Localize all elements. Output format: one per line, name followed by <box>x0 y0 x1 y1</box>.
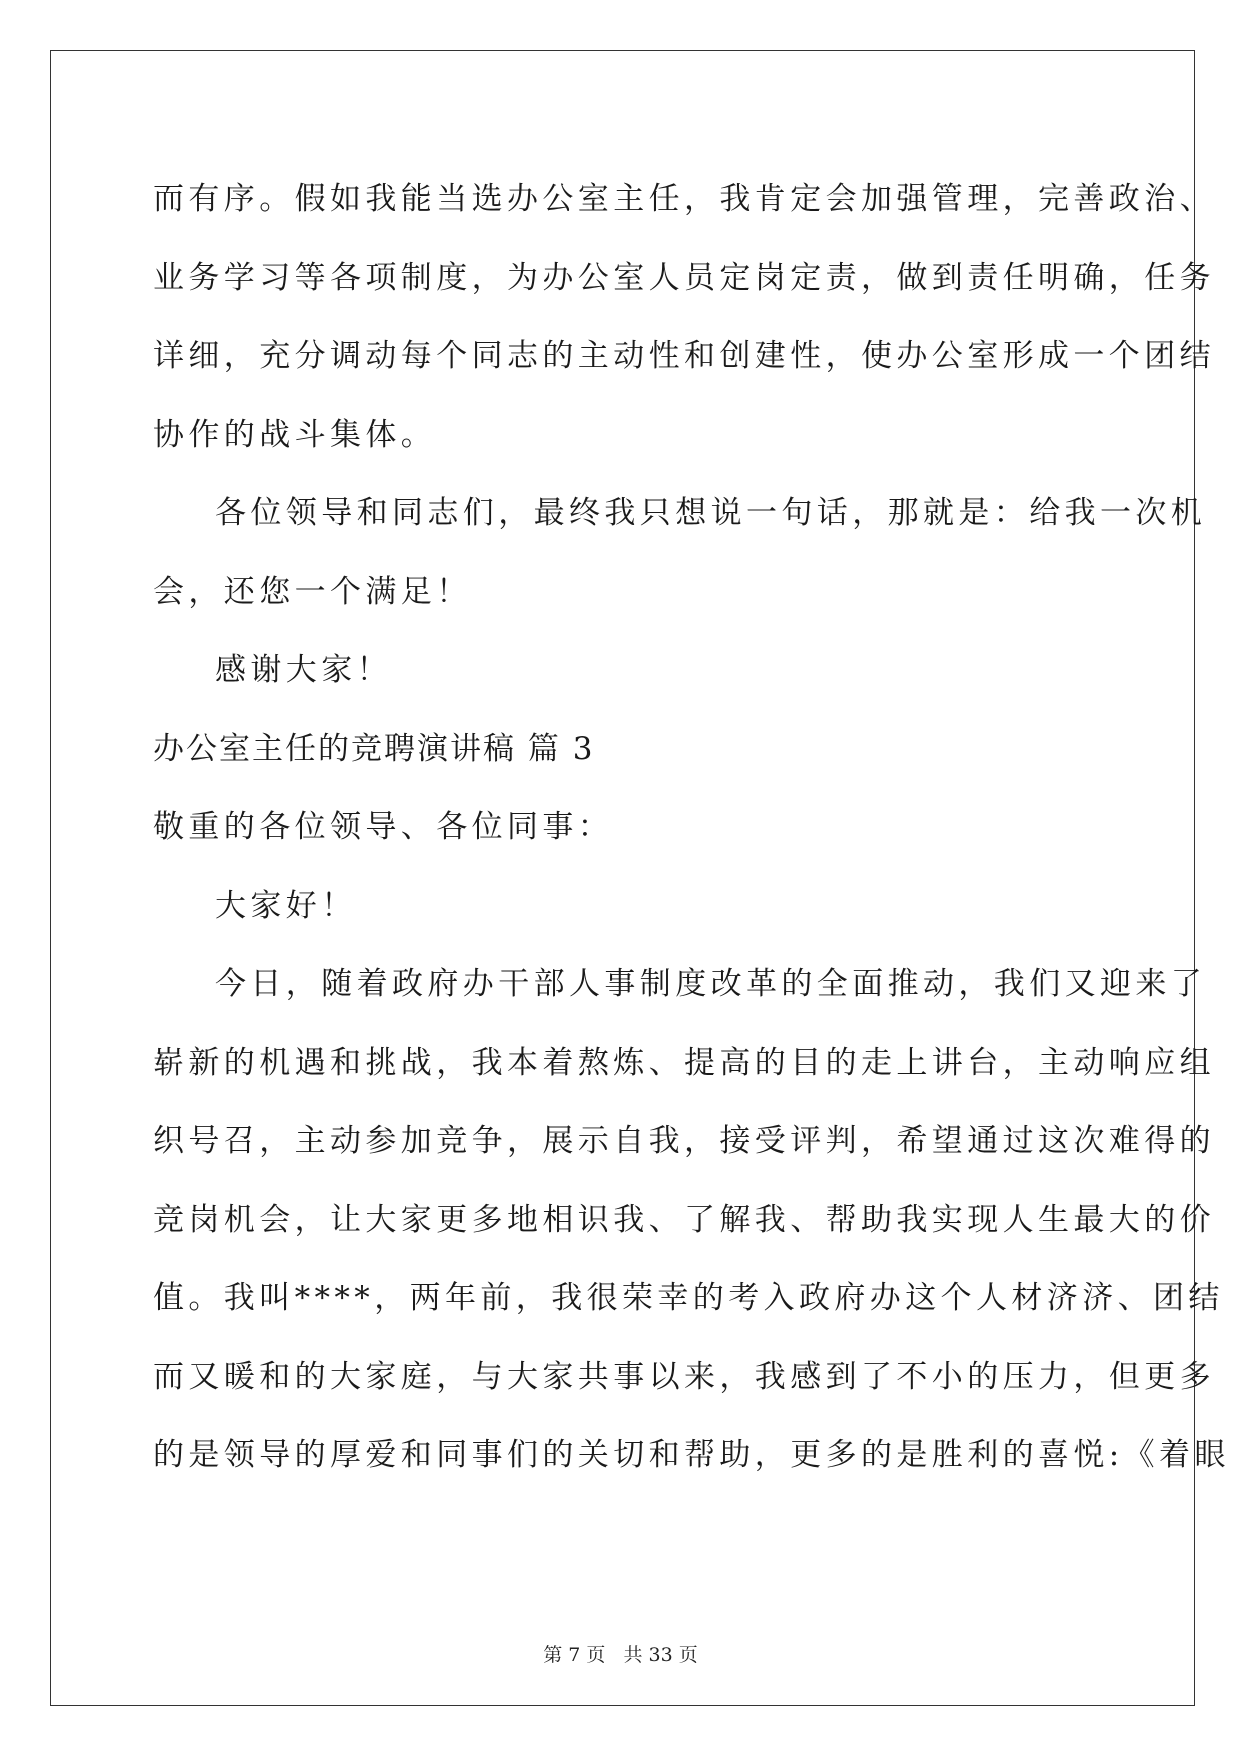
paragraph-line: 织号召，主动参加竞争，展示自我，接受评判，希望通过这次难得的 <box>153 1123 1215 1159</box>
paragraph-line: 而有序。假如我能当选办公室主任，我肯定会加强管理，完善政治、 <box>153 181 1215 217</box>
page-footer <box>0 1640 1241 1667</box>
page-total: 共 33 页 <box>623 1644 698 1666</box>
paragraph-line: 感谢大家！ <box>215 652 392 688</box>
salutation-line: 敬重的各位领导、各位同事： <box>153 809 614 845</box>
page-number: 第 7 页 <box>543 1644 606 1666</box>
paragraph-line: 而又暖和的大家庭，与大家共事以来，我感到了不小的压力，但更多 <box>153 1358 1215 1395</box>
paragraph-line: 的是领导的厚爱和同事们的关切和帮助，更多的是胜利的喜悦:《着眼 <box>153 1437 1230 1473</box>
paragraph-line: 今日，随着政府办干部人事制度改革的全面推动，我们又迎来了 <box>215 966 1207 1002</box>
paragraph-line: 详细，充分调动每个同志的主动性和创建性，使办公室形成一个团结 <box>153 338 1215 374</box>
paragraph-line: 值。我叫****，两年前，我很荣幸的考入政府办这个人材济济、团结 <box>153 1280 1224 1316</box>
document-body <box>153 160 1230 1495</box>
greeting-line: 大家好！ <box>215 887 357 924</box>
paragraph-line: 竞岗机会，让大家更多地相识我、了解我、帮助我实现人生最大的价 <box>153 1201 1215 1238</box>
section-heading: 办公室主任的竞聘演讲稿 篇 3 <box>153 730 595 767</box>
paragraph-line: 崭新的机遇和挑战，我本着熬炼、提高的目的走上讲台，主动响应组 <box>153 1044 1215 1081</box>
paragraph-line: 业务学习等各项制度，为办公室人员定岗定责，做到责任明确，任务 <box>153 259 1215 296</box>
paragraph-line: 会，还您一个满足！ <box>153 573 472 610</box>
paragraph-line: 协作的战斗集体。 <box>153 416 437 453</box>
paragraph-line: 各位领导和同志们，最终我只想说一句话，那就是：给我一次机 <box>215 495 1207 531</box>
